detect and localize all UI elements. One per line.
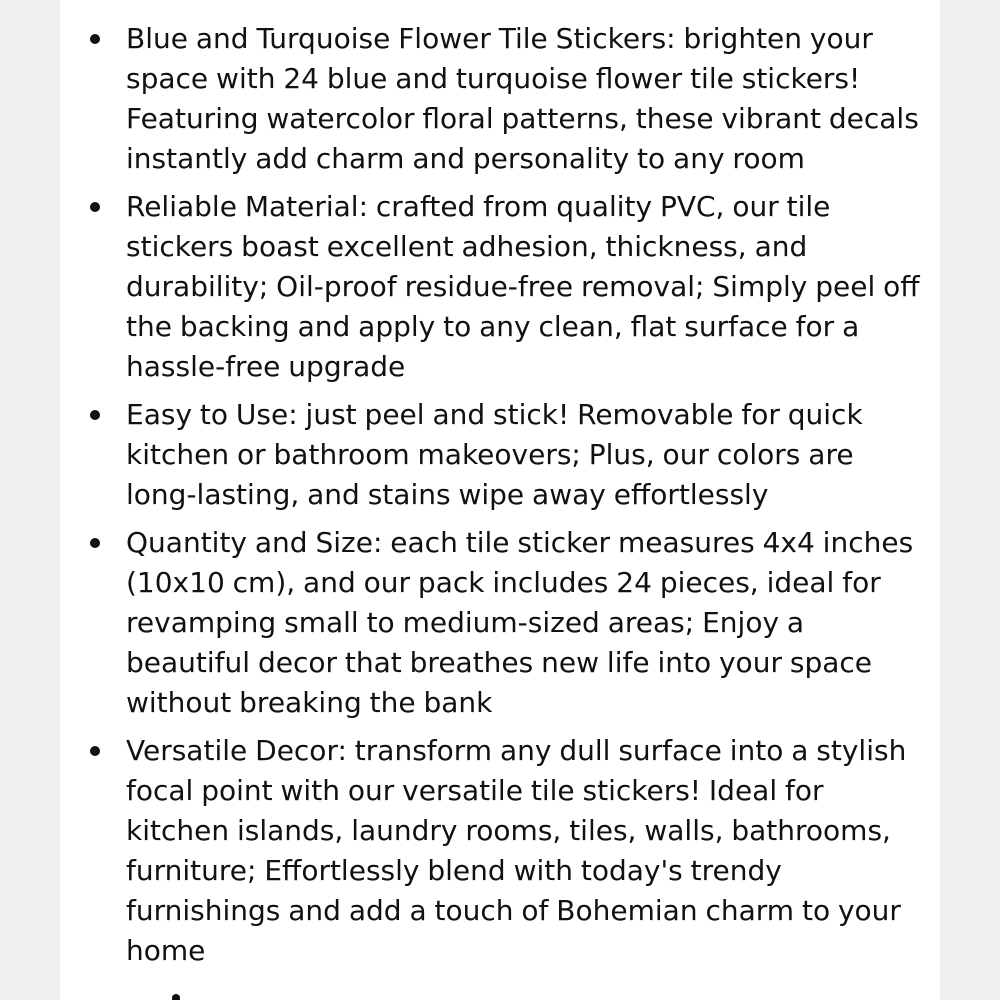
feature-bullet-item bbox=[126, 731, 926, 971]
bullet-dot-icon bbox=[90, 34, 100, 44]
feature-text: Reliable Material: crafted from quality PVC, our tile stickers boast excellent adhesion, thickness, and durability; Oil-proof residue-free removal; Simply peel off the backing and apply to any clean, flat surface for a hassle-free upgrade bbox=[126, 190, 920, 383]
feature-bullet-item bbox=[126, 19, 926, 179]
feature-bullet-item bbox=[126, 187, 926, 387]
bullet-dot-icon bbox=[90, 202, 100, 212]
feature-text: Quantity and Size: each tile sticker measures 4x4 inches (10x10 cm), and our pack includes 24 pieces, ideal for revamping small to medium-sized areas; Enjoy a beautiful decor that breathes new life into your space without breaking the bank bbox=[126, 526, 914, 719]
feature-bullet-item bbox=[126, 523, 926, 723]
feature-bullet-item bbox=[126, 395, 926, 515]
bullet-dot-icon bbox=[90, 746, 100, 756]
feature-text: Easy to Use: just peel and stick! Removable for quick kitchen or bathroom makeovers; Plus, our colors are long-lasting, and stains wipe away effortlessly bbox=[126, 398, 863, 511]
product-description-panel bbox=[60, 0, 940, 1000]
cutoff-text-fragment bbox=[172, 994, 180, 1000]
feature-bullet-list bbox=[126, 19, 926, 979]
bullet-dot-icon bbox=[90, 538, 100, 548]
feature-text: Versatile Decor: transform any dull surface into a stylish focal point with our versatile tile stickers! Ideal for kitchen islands, laundry rooms, tiles, walls, bathrooms, furniture; Effortlessly blend with today's trendy furnishings and add a touch of Bohemian charm to your home bbox=[126, 734, 907, 967]
feature-text: Blue and Turquoise Flower Tile Stickers: brighten your space with 24 blue and turquoise flower tile stickers! Featuring watercolor floral patterns, these vibrant decals instantly add charm and personality to any room bbox=[126, 22, 919, 175]
bullet-dot-icon bbox=[90, 410, 100, 420]
